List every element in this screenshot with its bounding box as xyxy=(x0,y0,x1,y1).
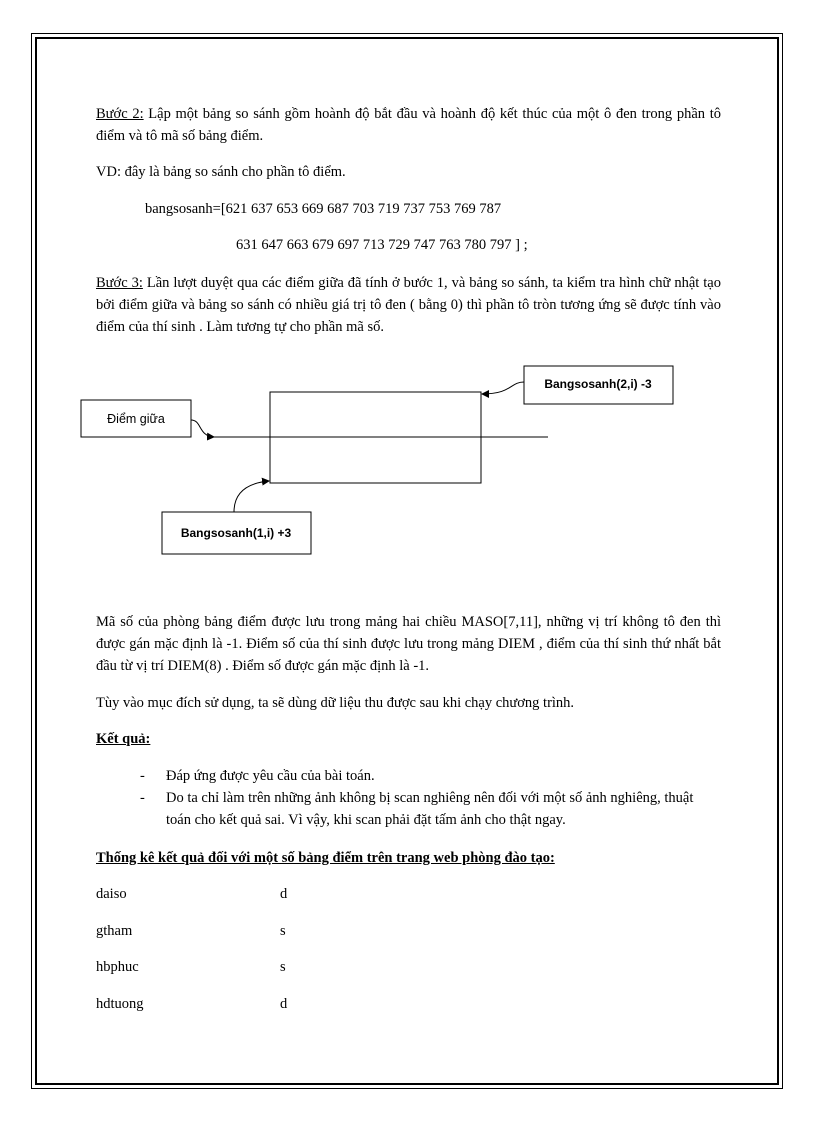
list-dash: - xyxy=(140,790,145,806)
stats-row-name: gtham xyxy=(96,923,133,939)
stats-row-value: d xyxy=(280,996,288,1012)
results-heading: Kết quả: xyxy=(96,731,151,747)
stats-heading: Thống kê kết quả đối với một số bảng điểm trên trang web phòng đào tạo: xyxy=(96,850,555,866)
maso-paragraph: Mã số của phòng bảng điểm được lưu trong mảng hai chiều MASO[7,11], những vị trí không tô đen thì được gán mặc định là -1. Điểm số của thí sinh được lưu trong mảng DIEM , điểm của thí sinh thứ nhất bắt đầu từ vị trí DIEM(8) . Điểm số được gán mặc định là -1. xyxy=(96,614,721,674)
list-item xyxy=(140,765,720,787)
bottom-arrow xyxy=(234,481,269,512)
step3-text: Lần lượt duyệt qua các điểm giữa đã tính ở bước 1, và bảng so sánh, ta kiểm tra hình chữ nhật tạo bởi điểm giữa và bảng so sánh có nhiều giá trị tô đen ( bằng 0) thì phần tô tròn tương ứng sẽ được tính vào điểm của thí sinh . Làm tương tự cho phần mã số. xyxy=(96,275,721,335)
example-intro: VD: đây là bảng so sánh cho phần tô điểm. xyxy=(96,164,346,180)
stats-row-value: s xyxy=(280,959,286,975)
mid-arrow xyxy=(191,420,214,437)
stats-row-name: hbphuc xyxy=(96,959,139,975)
results-list xyxy=(140,765,720,831)
top-arrow xyxy=(482,382,524,394)
step2-label: Bước 2: xyxy=(96,106,144,122)
usage-paragraph: Tùy vào mục đích sử dụng, ta sẽ dùng dữ liệu thu được sau khi chạy chương trình. xyxy=(96,695,575,711)
result-item-2: Do ta chỉ làm trên những ảnh không bị scan nghiêng nên đối với một số ảnh nghiêng, thuật toán cho kết quả sai. Vì vậy, khi scan phải đặt tấm ảnh cho thật ngay. xyxy=(166,790,694,828)
stats-row-name: hdtuong xyxy=(96,996,144,1012)
top-label-text: Bangsosanh(2,i) -3 xyxy=(544,377,652,391)
stats-row-value: s xyxy=(280,923,286,939)
stats-row-value: d xyxy=(280,886,288,902)
step2-text: Lập một bảng so sánh gồm hoành độ bắt đầu và hoành độ kết thúc của một ô đen trong phần tô điểm và tô mã số bảng điểm. xyxy=(96,106,722,144)
bottom-label-text: Bangsosanh(1,i) +3 xyxy=(180,526,292,540)
list-dash: - xyxy=(140,768,145,784)
mid-label-text: Điểm giữa xyxy=(107,412,165,426)
step3-label: Bước 3: xyxy=(96,275,143,291)
example-array-line2: 631 647 663 679 697 713 729 747 763 780 797 ] ; xyxy=(236,237,528,253)
stats-row-name: daiso xyxy=(96,886,127,902)
list-item xyxy=(140,787,720,831)
result-item-1: Đáp ứng được yêu cầu của bài toán. xyxy=(166,768,375,784)
example-array-line1: bangsosanh=[621 637 653 669 687 703 719 737 753 769 787 xyxy=(145,201,502,217)
